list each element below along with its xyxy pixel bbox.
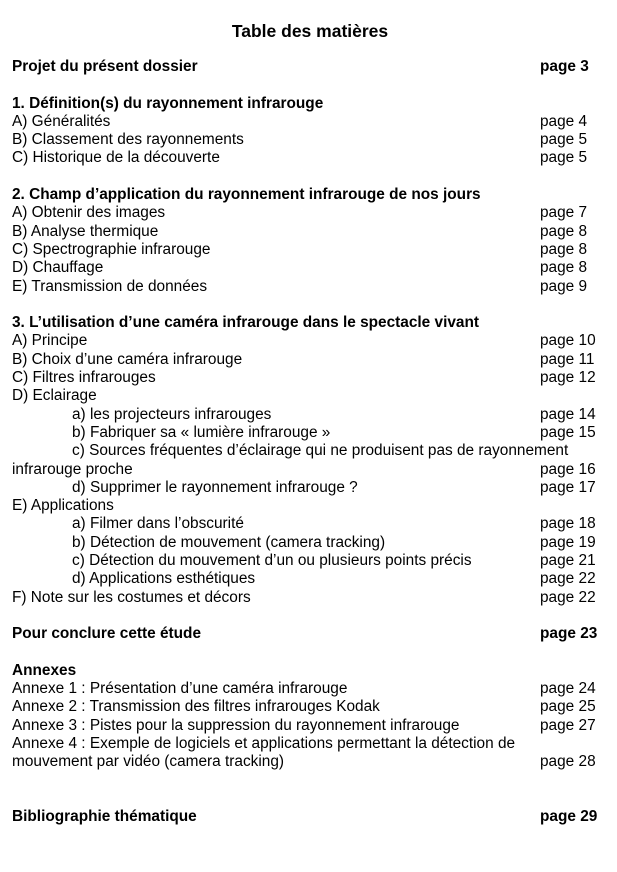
toc-entry <box>12 223 602 241</box>
toc-entry <box>12 680 602 698</box>
toc-subentry <box>12 570 602 588</box>
section-heading-2 <box>12 186 602 204</box>
toc-entry-page: page 9 <box>540 277 588 295</box>
toc-entry-continued <box>12 753 602 771</box>
toc-entry-page: page 22 <box>540 588 596 606</box>
toc-subentry <box>12 534 602 552</box>
toc-entry-page: page 22 <box>540 570 596 588</box>
toc-entry-label: Annexe 2 : Transmission des filtres infrarouges Kodak <box>12 698 380 716</box>
toc-entry <box>12 589 602 607</box>
toc-entry <box>12 351 602 369</box>
toc-entry-label: C) Historique de la découverte <box>12 149 220 167</box>
toc-subentry <box>12 479 602 497</box>
toc-entry <box>12 113 602 131</box>
toc-entry-label: c) Sources fréquentes d’éclairage qui ne produisent pas de rayonnement <box>72 442 569 460</box>
toc-entry <box>12 241 602 259</box>
toc-entry-page: page 15 <box>540 423 596 441</box>
table-of-contents <box>12 20 602 826</box>
document-title: Table des matières <box>231 21 389 41</box>
section-heading-label: 3. L’utilisation d’une caméra infrarouge dans le spectacle vivant <box>12 314 480 332</box>
toc-entry-projet <box>12 58 602 76</box>
toc-entry-label: C) Filtres infrarouges <box>12 369 156 387</box>
toc-entry-label: F) Note sur les costumes et décors <box>12 588 251 606</box>
section-heading-1 <box>12 95 602 113</box>
toc-entry-page: page 28 <box>540 753 596 771</box>
toc-subentry <box>12 442 602 460</box>
toc-entry-page: page 7 <box>540 204 588 222</box>
toc-entry-label: b) Fabriquer sa « lumière infrarouge » <box>72 423 331 441</box>
toc-entry-page: page 21 <box>540 552 596 570</box>
toc-entry-page: page 19 <box>540 533 596 551</box>
toc-entry <box>12 369 602 387</box>
toc-entry-label: B) Classement des rayonnements <box>12 131 244 149</box>
toc-entry-label-continued: mouvement par vidéo (camera tracking) <box>12 753 285 771</box>
section-heading-label: 2. Champ d’application du rayonnement infrarouge de nos jours <box>12 186 481 204</box>
toc-entry-label: A) Généralités <box>12 112 111 130</box>
toc-entry <box>12 149 602 167</box>
toc-entry-label: B) Choix d’une caméra infrarouge <box>12 350 243 368</box>
toc-entry-conclusion <box>12 625 602 643</box>
toc-entry <box>12 278 602 296</box>
toc-entry-page: page 17 <box>540 478 596 496</box>
toc-entry-label: d) Applications esthétiques <box>72 570 256 588</box>
toc-entry-page: page 8 <box>540 222 588 240</box>
toc-entry-label: A) Obtenir des images <box>12 204 166 222</box>
toc-entry <box>12 698 602 716</box>
toc-entry-label: Pour conclure cette étude <box>12 625 202 643</box>
toc-entry-page: page 3 <box>540 58 589 75</box>
toc-entry-label: Annexe 1 : Présentation d’une caméra infrarouge <box>12 680 348 698</box>
toc-subentry <box>12 515 602 533</box>
toc-subentry <box>12 552 602 570</box>
toc-entry-page: page 8 <box>540 240 588 258</box>
toc-entry-label: D) Eclairage <box>12 387 97 405</box>
section-heading-annexes <box>12 662 602 680</box>
section-heading-label: 1. Définition(s) du rayonnement infrarouge <box>12 94 324 112</box>
toc-entry-page: page 10 <box>540 332 596 350</box>
toc-entry-label: d) Supprimer le rayonnement infrarouge ? <box>72 478 358 496</box>
toc-entry <box>12 387 602 405</box>
toc-entry-label: B) Analyse thermique <box>12 222 159 240</box>
toc-entry <box>12 131 602 149</box>
toc-entry-label: c) Détection du mouvement d’un ou plusieurs points précis <box>72 552 472 570</box>
toc-entry-label: a) Filmer dans l’obscurité <box>72 515 244 533</box>
toc-entry-label: Projet du présent dossier <box>12 58 198 75</box>
toc-entry-bibliographie <box>12 808 602 826</box>
toc-entry-page: page 5 <box>540 149 588 167</box>
toc-entry-page: page 24 <box>540 680 596 698</box>
toc-entry <box>12 497 602 515</box>
toc-entry-label: E) Transmission de données <box>12 277 208 295</box>
toc-entry-label: A) Principe <box>12 332 88 350</box>
toc-entry-page: page 18 <box>540 515 596 533</box>
toc-entry-label: Bibliographie thématique <box>12 808 197 826</box>
toc-entry-page: page 14 <box>540 405 596 423</box>
toc-entry-label: E) Applications <box>12 497 114 515</box>
toc-entry <box>12 717 602 735</box>
section-heading-label: Annexes <box>12 661 77 679</box>
toc-entry <box>12 735 602 753</box>
toc-entry <box>12 332 602 350</box>
toc-subentry-continued <box>12 461 602 479</box>
toc-subentry <box>12 424 602 442</box>
toc-entry-label-continued: infrarouge proche <box>12 460 133 478</box>
toc-entry-label: a) les projecteurs infrarouges <box>72 405 272 423</box>
toc-entry-page: page 27 <box>540 716 596 734</box>
toc-entry <box>12 204 602 222</box>
toc-subentry <box>12 406 602 424</box>
toc-entry-page: page 29 <box>540 808 598 826</box>
toc-entry-page: page 8 <box>540 259 588 277</box>
toc-entry-page: page 4 <box>540 112 588 130</box>
toc-entry-label: Annexe 3 : Pistes pour la suppression du rayonnement infrarouge <box>12 716 460 734</box>
toc-entry-page: page 23 <box>540 625 598 643</box>
toc-entry <box>12 259 602 277</box>
toc-entry-label: D) Chauffage <box>12 259 104 277</box>
toc-entry-page: page 11 <box>540 350 595 368</box>
toc-entry-page: page 16 <box>540 460 596 478</box>
section-heading-3 <box>12 314 602 332</box>
toc-entry-label: b) Détection de mouvement (camera tracking) <box>72 533 386 551</box>
toc-entry-page: page 5 <box>540 131 588 149</box>
toc-entry-page: page 12 <box>540 369 596 387</box>
toc-entry-label: Annexe 4 : Exemple de logiciels et applications permettant la détection de <box>12 734 516 752</box>
toc-entry-label: C) Spectrographie infrarouge <box>12 240 211 258</box>
toc-entry-page: page 25 <box>540 698 596 716</box>
